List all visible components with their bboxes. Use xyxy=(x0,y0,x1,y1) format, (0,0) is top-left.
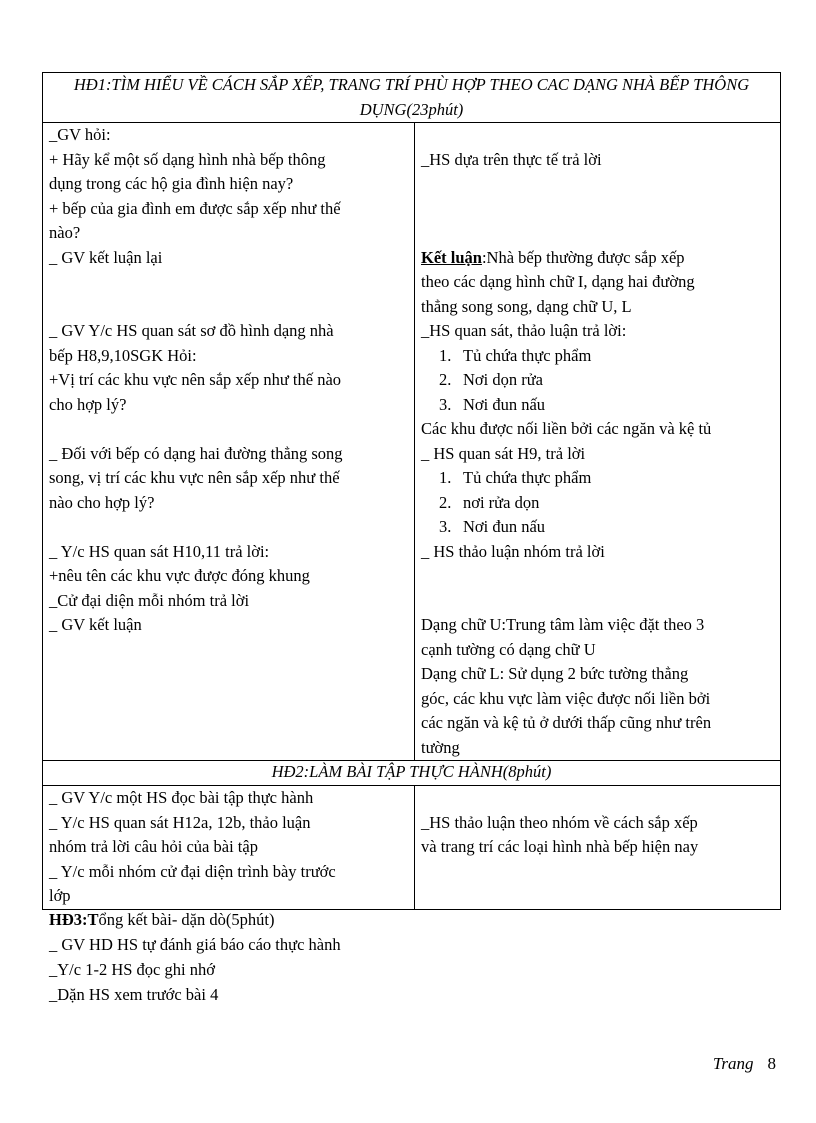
text-line: song, vị trí các khu vực nên sắp xếp như thế xyxy=(49,468,340,487)
text-line: Dạng chữ U:Trung tâm làm việc đặt theo 3 xyxy=(421,615,705,634)
spacer xyxy=(421,197,774,222)
spacer xyxy=(49,417,408,442)
text-line: tường xyxy=(421,737,460,757)
text-line: và trang trí các loại hình nhà bếp hiện nay xyxy=(421,837,699,856)
text-line: _ GV kết luận lại xyxy=(49,247,163,267)
text-line: nào? xyxy=(49,223,81,242)
text-line: Dạng chữ L: Sử dụng 2 bức tường thẳng xyxy=(421,664,689,683)
text-line: +nêu tên các khu vực được đóng khung xyxy=(49,566,310,585)
text-line: _HS dựa trên thực tế trả lời xyxy=(421,149,602,169)
text-line: _ Y/c HS quan sát H12a, 12b, thảo luận xyxy=(49,812,311,832)
spacer xyxy=(421,221,774,246)
spacer xyxy=(421,172,774,197)
activity2-content-row xyxy=(43,786,781,910)
text-line: +Vị trí các khu vực nên sắp xếp như thế nào xyxy=(49,370,342,389)
activity2-header-row xyxy=(43,761,781,786)
text-line: dụng trong các hộ gia đình hiện nay? xyxy=(49,174,294,193)
text-line: cạnh tường có dạng chữ U xyxy=(421,639,596,659)
text-line: _HS quan sát, thảo luận trả lời: xyxy=(421,321,627,340)
conclusion-text: :Nhà bếp thường được sắp xếp xyxy=(481,247,685,267)
text-line: _ Đối với bếp có dạng hai đường thẳng song xyxy=(49,443,343,463)
lesson-table xyxy=(42,72,781,910)
text-line: _Y/c 1-2 HS đọc ghi nhớ xyxy=(49,960,215,979)
activity3-block xyxy=(49,907,549,1007)
text-line: _ HS thảo luận nhóm trả lời xyxy=(421,541,605,561)
text-line: _ HS quan sát H9, trả lời xyxy=(421,443,586,463)
activity1-title: HĐ1:TÌM HIỂU VỀ CÁCH SẮP XẾP, TRANG TRÍ PHÙ HỢP THEO CAC DẠNG NHÀ BẾP THÔNG DỤNG(23phút) xyxy=(43,73,781,123)
text-line: theo các dạng hình chữ I, dạng hai đường xyxy=(421,272,695,291)
text-line: nào cho hợp lý? xyxy=(49,492,155,512)
text-line: bếp H8,9,10SGK Hỏi: xyxy=(49,345,197,365)
text-line: cho hợp lý? xyxy=(49,394,127,414)
spacer xyxy=(421,589,774,614)
text-line: thẳng song song, dạng chữ U, L xyxy=(421,296,632,316)
activity2-student-cell xyxy=(415,786,781,910)
spacer xyxy=(421,123,774,148)
list-item: 1. Tủ chứa thực phẩm xyxy=(439,345,592,365)
list-item: 3. Nơi đun nấu xyxy=(439,517,546,536)
text-line: _HS thảo luận theo nhóm về cách sắp xếp xyxy=(421,812,698,832)
page-number xyxy=(713,1054,776,1074)
text-line: nhóm trả lời câu hỏi của bài tập xyxy=(49,837,258,856)
text-line: _ GV HD HS tự đánh giá báo cáo thực hành xyxy=(49,935,341,954)
text-line: _Dặn HS xem trước bài 4 xyxy=(49,985,219,1004)
text-line: góc, các khu vực làm việc được nối liền bởi xyxy=(421,688,711,708)
list-item: 1. Tủ chứa thực phẩm xyxy=(439,468,592,487)
activity2-teacher-cell xyxy=(43,786,415,910)
spacer xyxy=(421,786,774,811)
list-item: 2. Nơi dọn rửa xyxy=(439,370,543,389)
text-line: _ GV Y/c một HS đọc bài tập thực hành xyxy=(49,788,314,807)
activity1-header-row xyxy=(43,73,781,123)
activity1-teacher-cell xyxy=(43,123,415,761)
text-line: _ Y/c HS quan sát H10,11 trả lời: xyxy=(49,541,270,561)
conclusion-label: Kết luận xyxy=(421,247,482,267)
text-line: + Hãy kể một số dạng hình nhà bếp thông xyxy=(49,149,326,169)
spacer xyxy=(49,270,408,295)
spacer xyxy=(421,564,774,589)
text-line: _ GV Y/c HS quan sát sơ đồ hình dạng nhà xyxy=(49,321,334,340)
text-line: Các khu được nối liền bởi các ngăn và kệ tủ xyxy=(421,419,712,438)
text-line: các ngăn và kệ tủ ở dưới thấp cũng như trên xyxy=(421,713,712,732)
text-line: _Cử đại diện mỗi nhóm trả lời xyxy=(49,590,250,610)
spacer xyxy=(49,515,408,540)
page-number-value: 8 xyxy=(767,1054,776,1073)
text-line: _ GV kết luận xyxy=(49,615,142,634)
text-line: lớp xyxy=(49,886,71,905)
list-item: 3. Nơi đun nấu xyxy=(439,394,546,414)
list-item: 2. nơi rửa dọn xyxy=(439,492,540,512)
text-line: + bếp của gia đình em được sắp xếp như thế xyxy=(49,198,341,218)
conclusion-line xyxy=(421,246,774,271)
activity1-content-row xyxy=(43,123,781,761)
activity3-title: HĐ3:Tổng kết bài- dặn dò(5phút) xyxy=(49,910,275,929)
text-line: _GV hỏi: xyxy=(49,125,111,144)
spacer xyxy=(49,295,408,320)
activity1-student-cell xyxy=(415,123,781,761)
text-line: _ Y/c mỗi nhóm cử đại diện trình bày trước xyxy=(49,861,336,881)
activity2-title: HĐ2:LÀM BÀI TẬP THỰC HÀNH(8phút) xyxy=(43,761,781,786)
page-word: Trang xyxy=(712,1054,754,1073)
